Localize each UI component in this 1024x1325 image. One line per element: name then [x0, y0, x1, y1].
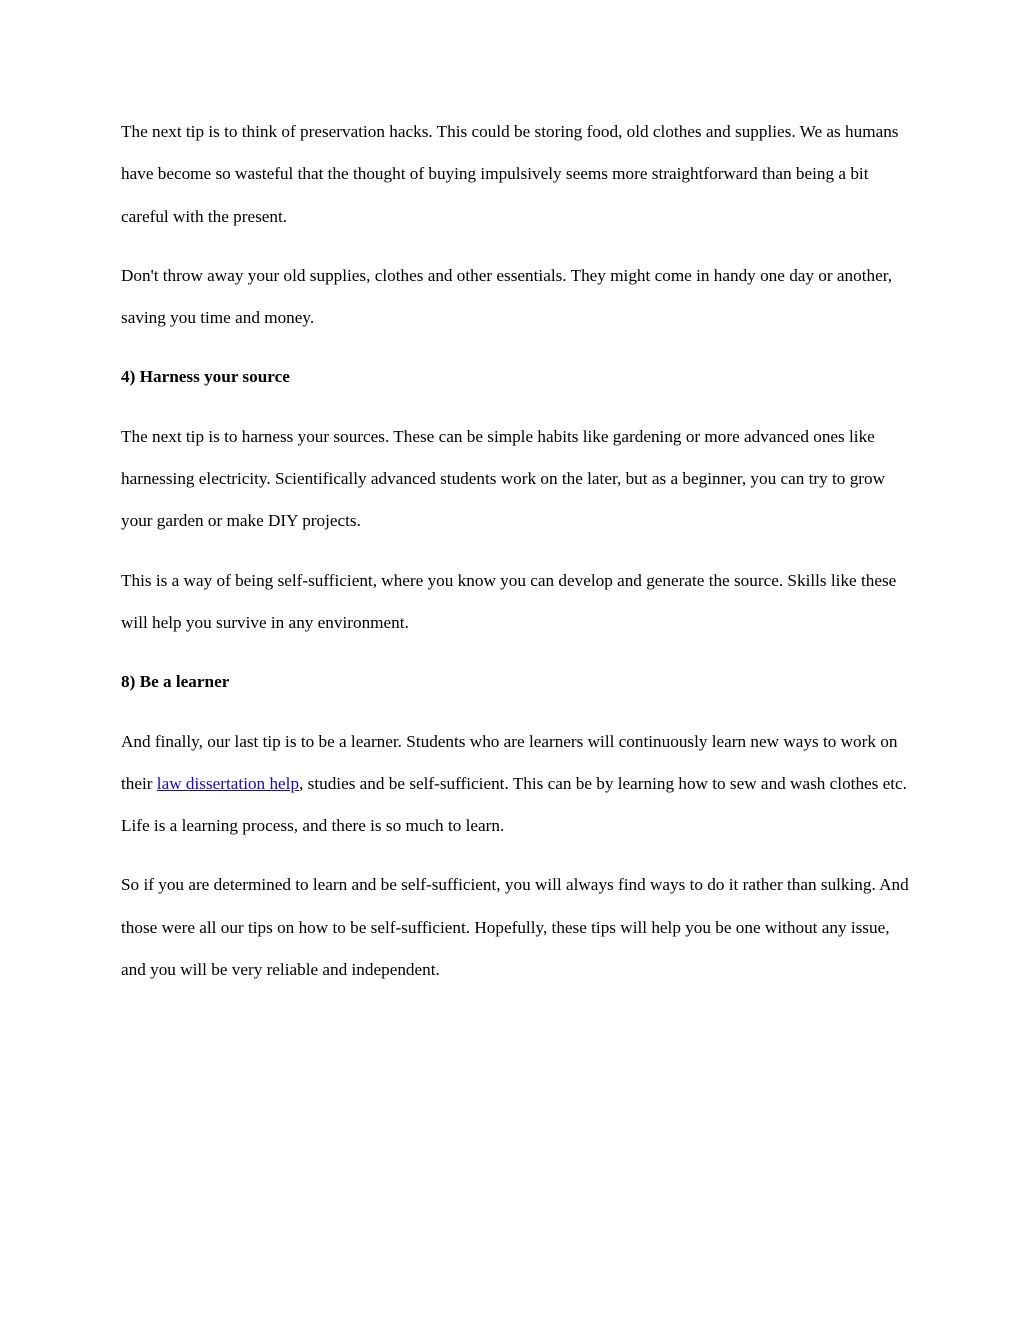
- heading-harness-source: 4) Harness your source: [121, 367, 290, 387]
- spacer: [121, 847, 911, 864]
- paragraph-last-tip: [121, 721, 911, 848]
- document-page: [121, 111, 911, 991]
- paragraph-preservation-hacks: The next tip is to think of preservation hacks. This could be storing food, old clothes and supplies. We as humans have become so wasteful that the thought of buying impulsively seems more straightforward than being a bit careful with the present.: [121, 122, 899, 226]
- heading-be-learner: 8) Be a learner: [121, 672, 230, 692]
- paragraph-text-before-link: And finally, our last tip is to be a learner. Students who are learners will continuously learn new ways to work on their: [121, 731, 898, 793]
- spacer: [121, 399, 911, 416]
- paragraph-harness-sources: The next tip is to harness your sources. These can be simple habits like gardening or more advanced ones like harnessing electricity. Scientifically advanced students work on the later, but as a beginner, you can try to grow your garden or make DIY projects.: [121, 426, 886, 531]
- law-dissertation-help-link[interactable]: law dissertation help: [156, 773, 300, 793]
- spacer: [121, 644, 911, 661]
- paragraph-text-after-link: , studies and be self-sufficient. This can be by learning how to sew and wash clothes etc. Life is a learning process, and there is so much to learn.: [121, 773, 907, 836]
- paragraph-conclusion: So if you are determined to learn and be self-sufficient, you will always find ways to do it rather than sulking. And those were all our tips on how to be self-sufficient. Hopefully, these tips will help you be one without any issue, and you will be very reliable and independent.: [121, 875, 909, 980]
- paragraph-self-sufficient-skills: This is a way of being self-sufficient, where you know you can develop and generate the source. Skills like these will help you survive in any environment.: [121, 570, 897, 632]
- spacer: [121, 543, 911, 560]
- paragraph-old-supplies: Don't throw away your old supplies, clothes and other essentials. They might come in handy one day or another, saving you time and money.: [121, 265, 893, 328]
- spacer: [121, 704, 911, 721]
- spacer: [121, 238, 911, 255]
- spacer: [121, 339, 911, 356]
